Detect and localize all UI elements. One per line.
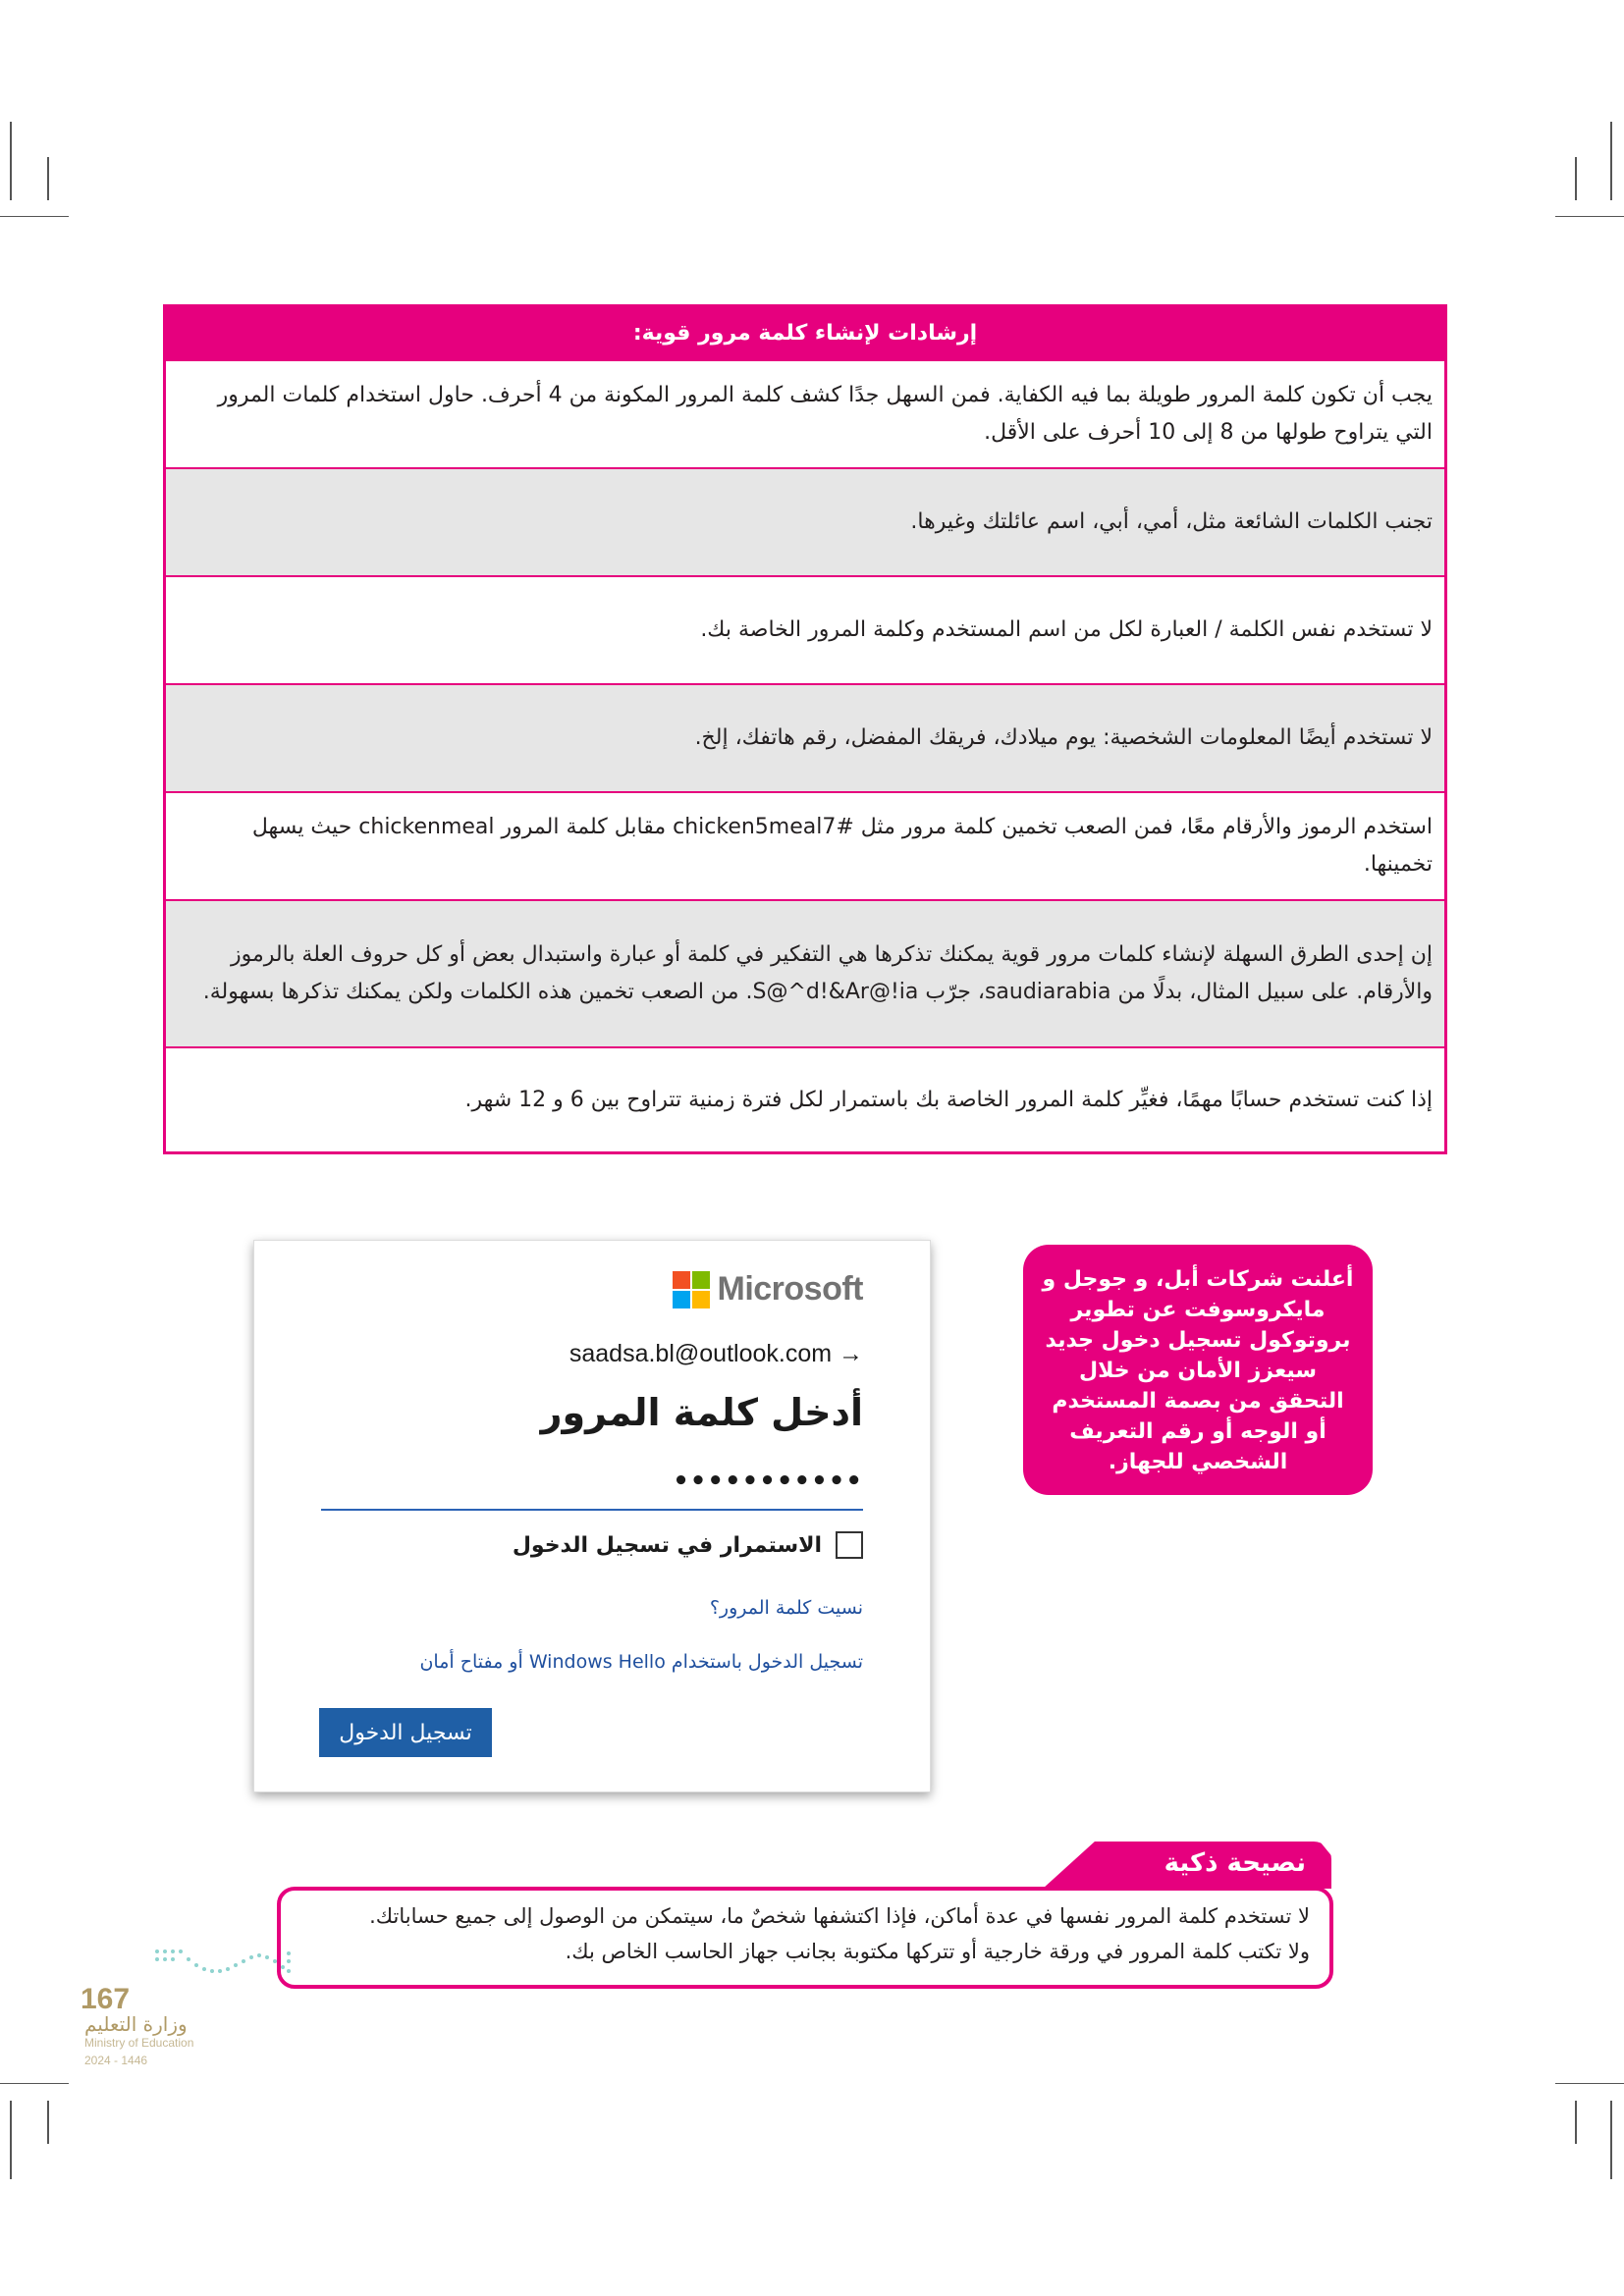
crop-mark [1610, 122, 1612, 200]
keep-signed-in-row[interactable] [513, 1531, 863, 1559]
password-input[interactable]: ••••••••••• [673, 1467, 863, 1496]
keep-signed-in-checkbox[interactable] [836, 1531, 863, 1559]
logo-square-yellow [692, 1291, 710, 1308]
sign-in-button[interactable]: تسجيل الدخول [319, 1708, 492, 1757]
crop-mark [10, 122, 12, 200]
forgot-password-link[interactable]: نسيت كلمة المرور؟ [709, 1597, 863, 1619]
crop-mark [1610, 2101, 1612, 2179]
microsoft-login-card [253, 1240, 931, 1792]
microsoft-wordmark: Microsoft [717, 1270, 863, 1308]
guideline-row [166, 683, 1444, 791]
crop-mark [1555, 216, 1624, 217]
logo-square-green [692, 1271, 710, 1289]
guideline-row [166, 575, 1444, 683]
microsoft-windows-icon [673, 1271, 710, 1308]
crop-mark [0, 216, 69, 217]
guideline-row [166, 1046, 1444, 1151]
guideline-text: استخدم الرموز والأرقام معًا، فمن الصعب تخمين كلمة مرور مثل chicken5meal7# مقابل كلمة المرور chickenmeal حيث يسهل تخمينها. [251, 815, 1433, 877]
guidelines-title: إرشادات لإنشاء كلمة مرور قوية: [166, 307, 1444, 359]
guideline-text: تجنب الكلمات الشائعة مثل، أمي، أبي، اسم عائلتك وغيرها. [910, 509, 1433, 534]
ministry-name-english: Ministry of Education [84, 2036, 194, 2050]
crop-mark [1575, 2101, 1577, 2144]
logo-square-red [673, 1271, 690, 1289]
password-guidelines-table [163, 304, 1447, 1154]
crop-mark [10, 2101, 12, 2179]
logo-square-blue [673, 1291, 690, 1308]
guideline-text: إن إحدى الطرق السهلة لإنشاء كلمات مرور قوية يمكنك تذكرها هي التفكير في كلمة أو عبارة واستبدال بعض أو كل حروف العلة بالرموز والأرقام. على سبيل المثال، بدلًا من saudiarabia، جرّب S@^d!&Ar@!ia. من الصعب تخمين هذه الكلمات ولكن يمكنك تذكرها بسهولة. [202, 942, 1433, 1004]
guideline-text: لا تستخدم أيضًا المعلومات الشخصية: يوم ميلادك، فريقك المفضل، رقم هاتفك، إلخ. [694, 725, 1433, 750]
crop-mark [1555, 2083, 1624, 2084]
smart-tip-line: ولا تكتب كلمة المرور في ورقة خارجية أو تتركها مكتوبة بجانب جهاز الحاسب الخاص بك. [565, 1940, 1310, 1963]
decorative-dots-icon [147, 1944, 295, 1983]
guideline-row [166, 899, 1444, 1046]
crop-mark [0, 2083, 69, 2084]
guideline-row [166, 791, 1444, 899]
crop-mark [47, 2101, 49, 2144]
keep-signed-in-label: الاستمرار في تسجيل الدخول [512, 1532, 822, 1558]
smart-tip-title: نصيحة ذكية [1164, 1848, 1306, 1878]
password-underline [321, 1509, 863, 1511]
crop-mark [1575, 157, 1577, 200]
ministry-year: 2024 - 1446 [84, 2054, 148, 2067]
guideline-text: إذا كنت تستخدم حسابًا مهمًا، فغيِّر كلمة المرور الخاصة بك باستمرار لكل فترة زمنية تتراوح بين 6 و 12 شهر. [464, 1087, 1433, 1112]
microsoft-logo [673, 1270, 864, 1308]
smart-tip-box [277, 1887, 1333, 1989]
ministry-name-arabic: وزارة التعليم [84, 2012, 188, 2036]
windows-hello-link[interactable]: تسجيل الدخول باستخدام Windows Hello أو مفتاح أمان [419, 1651, 863, 1673]
guideline-text: لا تستخدم نفس الكلمة / العبارة لكل من اسم المستخدم وكلمة المرور الخاصة بك. [700, 617, 1433, 642]
page-number: 167 [81, 1983, 131, 2015]
guideline-row [166, 359, 1444, 467]
account-email[interactable]: saadsa.bl@outlook.com → [568, 1340, 863, 1367]
guideline-row [166, 467, 1444, 575]
info-note: أعلنت شركات أبل، و جوجل و مايكروسوفت عن تطوير بروتوكول تسجيل دخول جديد سيعزز الأمان من خلال التحقق من بصمة المستخدم أو الوجه أو رقم التعريف الشخصي للجهاز. [1023, 1245, 1373, 1495]
smart-tip-line: لا تستخدم كلمة المرور نفسها في عدة أماكن، فإذا اكتشفها شخصٌ ما، سيتمكن من الوصول إلى جميع حساباتك. [369, 1904, 1310, 1928]
guideline-text: يجب أن تكون كلمة المرور طويلة بما فيه الكفاية. فمن السهل جدًا كشف كلمة المرور المكونة من 4 أحرف. حاول استخدام كلمات المرور التي يتراوح طولها من 8 إلى 10 أحرف على الأقل. [217, 383, 1433, 445]
crop-mark [47, 157, 49, 200]
enter-password-heading: أدخل كلمة المرور [540, 1391, 863, 1434]
